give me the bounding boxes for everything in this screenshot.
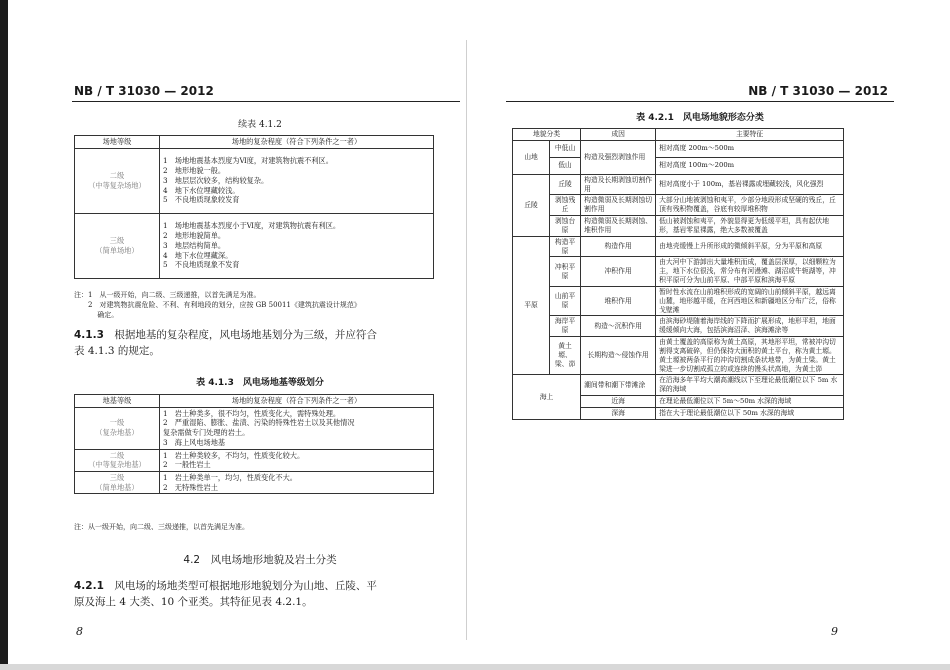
clause-4-2-1: 4.2.1 风电场的场地类型可根据地形地貌划分为山地、丘陵、平 原及海上 4 大类、10 个亚类。其特征见表 4.2.1。 xyxy=(74,580,377,609)
subclass-cell: 剥蚀台原 xyxy=(550,216,581,237)
table-header-complexity: 场地的复杂程度（符合下列条件之一者） xyxy=(160,136,434,149)
cause-cell: 构造微弱及长期剥蚀、堆积作用 xyxy=(581,216,656,237)
feature-cell: 由地壳缓慢上升所形成的微倾斜平原，分为平原和高原 xyxy=(656,236,844,257)
table-row xyxy=(513,316,844,337)
feature-cell: 由滨海砂堤随着海岸线的下降而扩展形成，地形平坦，地面缓缓倾向大海，包括滨海沼泽、滨海滩涂等 xyxy=(656,316,844,337)
table-header-class: 地貌分类 xyxy=(513,129,581,141)
grade-cell: 三级 （简单地基） xyxy=(75,472,160,494)
cause-cell: 构造微弱及长期剥蚀切割作用 xyxy=(581,195,656,216)
feature-cell: 由大河中下游卸出大量堆积而成，覆盖层深厚，以细颗粒为主，地下水位很浅，常分布有河漫滩、湖沼或牛轭湖等，冲积平原可分为山前平原、中部平原和滨海平原 xyxy=(656,257,844,286)
subclass-cell: 山前平原 xyxy=(550,286,581,315)
cause-cell: 深海 xyxy=(581,407,656,419)
book-gutter xyxy=(466,40,467,640)
table-header-complexity: 场地的复杂程度（符合下列条件之一者） xyxy=(160,395,434,408)
page-number: 8 xyxy=(76,625,83,638)
table-row xyxy=(513,195,844,216)
header-rule xyxy=(506,101,894,102)
table-row xyxy=(513,257,844,286)
feature-cell: 暂时性水流在山前堆积形成的宽阔的山前倾斜平原，越远离山麓，地形越平缓，在河西地区和新疆地区分布广泛，俗称戈壁滩 xyxy=(656,286,844,315)
criteria-cell: 1 岩土种类单一，均匀，性质变化不大。 2 无特殊性岩土 xyxy=(160,472,434,494)
criteria-cell: 1 岩土种类较多，不均匀，性质变化较大。 2 一般性岩土 xyxy=(160,449,434,471)
table-header-cause: 成因 xyxy=(581,129,656,141)
table-row xyxy=(513,140,844,157)
table-4-1-3 xyxy=(74,394,434,494)
table-notes: 注：1 从一级开始，向二级、三级递推，以首先满足为准。 2 对建筑物抗震危险、不利、有利地段的划分，应按 GB 50011《建筑抗震设计规范》 确定。 xyxy=(74,291,361,320)
table-header-feature: 主要特征 xyxy=(656,129,844,141)
group-cell: 海上 xyxy=(513,375,581,419)
table-row xyxy=(75,449,434,471)
table-header-grade: 地基等级 xyxy=(75,395,160,408)
table-row xyxy=(75,213,434,278)
grade-cell: 二级 （中等复杂地基） xyxy=(75,449,160,471)
page-number: 9 xyxy=(831,625,838,638)
subclass-cell: 海岸平原 xyxy=(550,316,581,337)
subclass-cell: 剥蚀残丘 xyxy=(550,195,581,216)
standard-code-header: NB / T 31030 — 2012 xyxy=(74,84,214,98)
grade-cell: 一级 （复杂地基） xyxy=(75,407,160,449)
feature-cell: 大部分山地被剥蚀和夷平，少部分地段形成坚硬的残丘，丘顶有残积物覆盖，谷底有较厚堆积物 xyxy=(656,195,844,216)
table-row xyxy=(513,337,844,375)
table-4-1-2-continued xyxy=(74,135,434,279)
feature-cell: 指在大于理论最低潮位以下 50m 水深的海域 xyxy=(656,407,844,419)
table-row xyxy=(513,174,844,195)
cause-cell: 近海 xyxy=(581,396,656,408)
criteria-cell: 1 场地地震基本烈度小于Ⅵ度，对建筑物抗震有利区。 2 地形地貌简单。 3 地层结构简单。 4 地下水位埋藏深。 5 不良地质现象不发育 xyxy=(160,213,434,278)
feature-cell: 低山被剥蚀和夷平，外貌显得更为低缓平坦，具有起伏地形，基岩零星裸露，绝大多数被覆盖 xyxy=(656,216,844,237)
table-4-2-1-caption: 表 4.2.1 风电场地貌形态分类 xyxy=(636,113,764,123)
feature-cell: 相对高度 100m～200m xyxy=(656,157,844,174)
feature-cell: 在沿海多年平均大潮高潮线以下至理论最低潮位以下 5m 水深的海域 xyxy=(656,375,844,396)
subclass-cell: 中低山 xyxy=(550,140,581,157)
cause-cell: 堆积作用 xyxy=(581,286,656,315)
grade-cell: 三级 （简单场地） xyxy=(75,213,160,278)
table-4-1-3-caption: 表 4.1.3 风电场地基等级划分 xyxy=(196,378,324,388)
table-row xyxy=(75,148,434,213)
cause-cell: 冲积作用 xyxy=(581,257,656,286)
left-page xyxy=(60,0,460,670)
feature-cell: 相对高度小于 100m，基岩裸露或埋藏较浅，风化强烈 xyxy=(656,174,844,195)
clause-4-1-3: 4.1.3 根据地基的复杂程度，风电场地基划分为三级，并应符合 表 4.1.3 的规定。 xyxy=(74,329,377,358)
subclass-cell: 冲积平原 xyxy=(550,257,581,286)
scan-left-edge xyxy=(0,0,8,670)
feature-cell: 由黄土覆盖的高原称为黄土高原，其地形平坦，常被冲沟切割得支离破碎，但仍保持大面积的黄土平台，称为黄土塬。黄土塬被两条平行的冲沟切割成条状地带，为黄土梁。黄土梁进一步切割成孤立的或连续的馒头状高地，为黄土峁 xyxy=(656,337,844,375)
table-row xyxy=(513,236,844,257)
group-cell: 丘陵 xyxy=(513,174,550,236)
table-row xyxy=(513,157,844,174)
table-row xyxy=(513,216,844,237)
feature-cell: 在理论最低潮位以下 5m～50m 水深的海域 xyxy=(656,396,844,408)
table-row xyxy=(513,286,844,315)
subclass-cell: 黄土塬、梁、峁 xyxy=(550,337,581,375)
grade-cell: 二级 （中等复杂场地） xyxy=(75,148,160,213)
standard-code-header: NB / T 31030 — 2012 xyxy=(748,84,888,98)
section-heading-4-2: 4.2 风电场地形地貌及岩土分类 xyxy=(183,554,337,566)
cause-cell: 构造作用 xyxy=(581,236,656,257)
feature-cell: 相对高度 200m～500m xyxy=(656,140,844,157)
header-rule xyxy=(72,101,460,102)
cause-cell: 构造及强烈剥蚀作用 xyxy=(581,140,656,174)
cause-cell: 长期构造～侵蚀作用 xyxy=(581,337,656,375)
cause-cell: 构造～沉积作用 xyxy=(581,316,656,337)
subclass-cell: 低山 xyxy=(550,157,581,174)
table-continued-caption: 续表 4.1.2 xyxy=(238,120,282,130)
cause-cell: 潮间带和潮下带滩涂 xyxy=(581,375,656,396)
criteria-cell: 1 岩土种类多，很不均匀，性质变化大，需特殊处理。 2 严重湿陷、膨胀、盐渍、污染的特殊性岩土以及其他情况 复杂需做专门处理的岩土。 3 海上风电场地基 xyxy=(160,407,434,449)
table-row xyxy=(75,407,434,449)
cause-cell: 构造及长期剥蚀切割作用 xyxy=(581,174,656,195)
right-page xyxy=(500,0,900,670)
criteria-cell: 1 场地地震基本烈度为Ⅵ度，对建筑物抗震不利区。 2 地形地貌一般。 3 地层层次较多，结构较复杂。 4 地下水位埋藏较浅。 5 不良地质现象较发育 xyxy=(160,148,434,213)
table-note: 注：从一级开始，向二级、三级递推，以首先满足为准。 xyxy=(74,523,249,531)
table-4-2-1 xyxy=(512,128,844,420)
table-row xyxy=(513,375,844,396)
table-row xyxy=(75,472,434,494)
table-header-grade: 场地等级 xyxy=(75,136,160,149)
subclass-cell: 丘陵 xyxy=(550,174,581,195)
subclass-cell: 构造平原 xyxy=(550,236,581,257)
group-cell: 平原 xyxy=(513,236,550,375)
group-cell: 山地 xyxy=(513,140,550,174)
